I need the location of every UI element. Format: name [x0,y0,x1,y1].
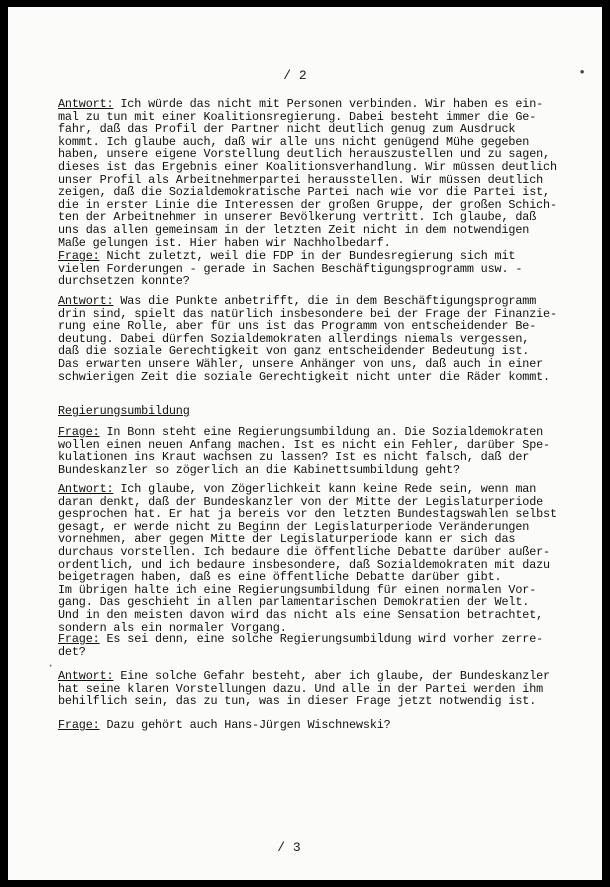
question-text: Nicht zuletzt, weil die FDP in der Bundesregierung sich mit vielen Forderungen - gerade in Sachen Beschäftigungsprogramm usw. - durchsetzen konnte? [58,249,523,289]
answer-block-2 [58,295,558,383]
answer-text: Eine solche Gefahr besteht, aber ich glaube, der Bundeskanzler hat seine klaren Vorstellungen dazu. Und alle in der Partei werden ihm behilflich sein, das zu tun, was in dieser Frage jetzt notwendig ist. [58,669,550,709]
answer-text: Ich glaube, von Zögerlichkeit kann keine Rede sein, wenn man daran denkt, daß der Bundeskanzler von der Mitte der Legislaturperiode gesprochen hat. Er hat ja bereis vor den letzten Bundestagswahlen selbst gesagt, er werde nicht zu Beginn der Legislaturperiode Veränderungen vornehmen, aber gegen Mitte der Legislaturperiode kann er sich das durchaus vorstellen. Ich bedaure die öffentliche Debatte darüber außer- ordentlich, und ich bedaure insbesondere, daß Sozialdemokraten mit dazu beigetragen haben, daß es eine öffentliche Debatte darüber gibt. Im übrigen halte ich eine Regierungsumbildung für einen normalen Vor- gang. Das geschieht in allen parlamentarischen Demokratien der Welt. Und in den meisten davon wird das nicht als eine Sensation betrachtet, sondern als ein normaler Vorgang. [58,482,557,635]
next-page-marker: / 3 [277,840,301,855]
question-block-1 [58,250,558,288]
question-label: Frage: [58,718,100,732]
answer-block-1 [58,98,558,249]
answer-text: Was die Punkte anbetrifft, die in dem Beschäftigungsprogramm drin sind, spielt das natürlich insbesondere bei der Frage der Finanzie- rung eine Rolle, aber für uns ist das Programm von entscheidender Be- deutung. Dabei dürfen Sozialdemokraten allerdings niemals vergessen, daß die soziale Gerechtigkeit von ganz entscheidender Bedeutung ist. Das erwarten unsere Wähler, unsere Anhänger von uns, daß auch in einer schwierigen Zeit die soziale Gerechtigkeit nicht unter die Räder kommt. [58,294,557,384]
question-label: Frage: [58,425,100,439]
section-heading: Regierungsumbildung [58,404,190,418]
answer-label: Antwort: [58,669,114,683]
question-label: Frage: [58,632,100,646]
page-number: / 2 [283,68,307,83]
answer-label: Antwort: [58,482,114,496]
answer-block-3 [58,483,558,634]
question-block-3 [58,633,558,658]
answer-label: Antwort: [58,97,114,111]
answer-block-4 [58,670,558,708]
question-text: Es sei denn, eine solche Regierungsumbildung wird vorher zerre- det? [58,632,544,659]
answer-label: Antwort: [58,294,114,308]
corner-mark: • [578,65,586,80]
question-text: In Bonn steht eine Regierungsumbildung an. Die Sozialdemokraten wollen einen neuen Anfang machen. Ist es nicht ein Fehler, darüber Spe- kulationen ins Kraut wachsen zu lassen? Ist es nicht falsch, daß der Bundeskanzler so zögerlich an die Kabinettsumbildung geht? [58,425,550,477]
margin-mark: · [47,659,55,673]
question-label: Frage: [58,249,100,263]
question-block-2 [58,426,558,476]
question-text: Dazu gehört auch Hans-Jürgen Wischnewski? [99,718,391,732]
document-page [8,7,602,880]
question-block-4 [58,719,558,732]
answer-text: Ich würde das nicht mit Personen verbinden. Wir haben es ein- mal zu tun mit einer Koalitionsregierung. Dabei besteht immer die Ge- fahr, daß das Profil der Partner nicht deutlich genug zum Ausdruck kommt. Ich glaube auch, daß wir alle uns nicht genügend Mühe gegeben haben, unsere eigene Vorstellung deutlich herauszustellen und zu sagen, dieses ist das Ergebnis einer Koalitionsverhandlung. Wir müssen deutlich unser Profil als Arbeitnehmerpartei herausstellen. Wir müssen deutlich zeigen, daß die Sozialdemokratische Partei nach wie vor die Partei ist, die in erster Linie die Interessen der großen Gruppe, der großen Schich- ten der Arbeitnehmer in unserer Bevölkerung vertritt. Ich glaube, daß uns das allen gemeinsam in der letzten Zeit nicht in dem notwendigen Maße gelungen ist. Hier haben wir Nachholbedarf. [58,97,557,250]
